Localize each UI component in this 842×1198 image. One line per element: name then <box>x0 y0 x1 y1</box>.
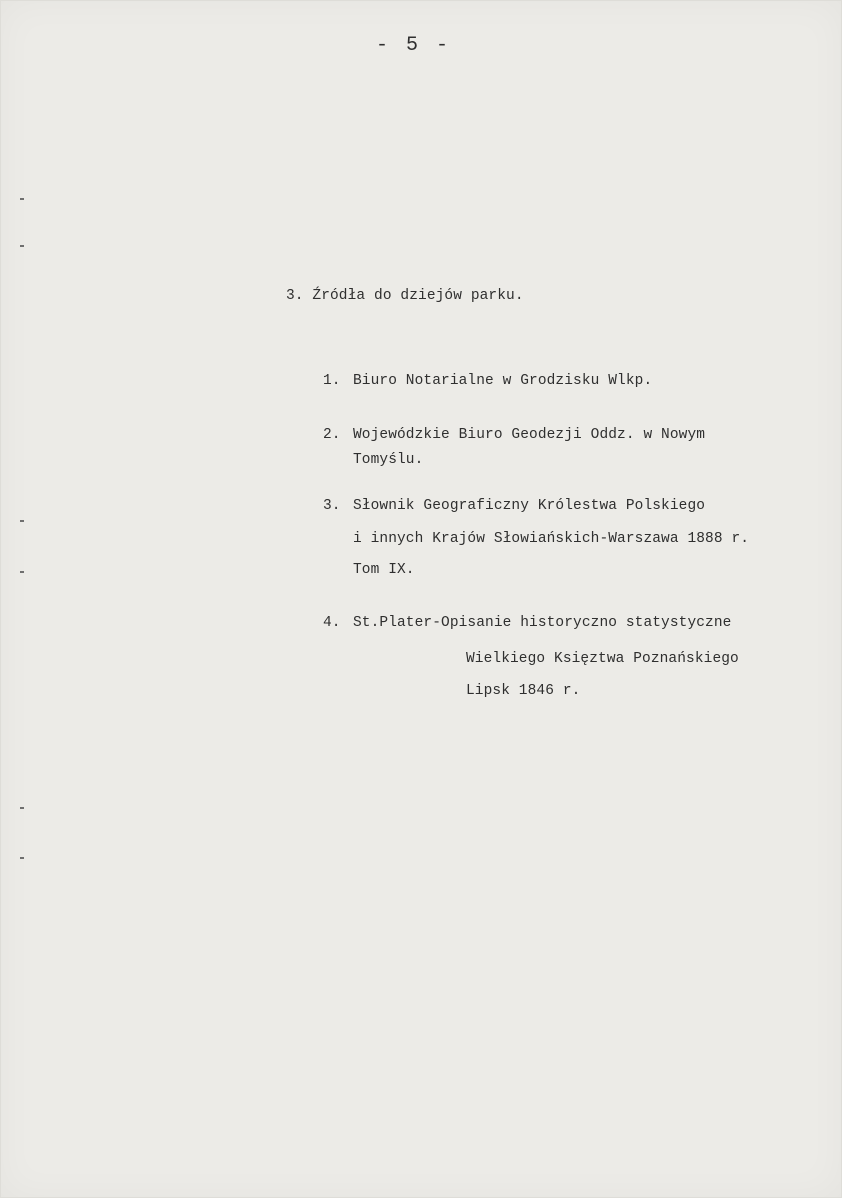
list-item-line: Biuro Notarialne w Grodzisku Wlkp. <box>353 373 653 389</box>
margin-mark <box>20 520 24 522</box>
list-item-number: 2. <box>323 427 341 443</box>
list-item-line: Tom IX. <box>353 562 415 578</box>
margin-mark <box>20 857 24 859</box>
section-heading: 3. Źródła do dziejów parku. <box>286 288 524 304</box>
list-item-number: 1. <box>323 373 341 389</box>
list-item-line: St.Plater-Opisanie historyczno statystyczne <box>353 615 732 631</box>
list-item-line: i innych Krajów Słowiańskich-Warszawa 1888 r. <box>353 531 750 547</box>
page-number: - 5 - <box>376 34 452 57</box>
list-item-number: 3. <box>323 498 341 514</box>
list-item-line: Lipsk 1846 r. <box>466 683 581 699</box>
list-item-line: Wojewódzkie Biuro Geodezji Oddz. w Nowym <box>353 427 706 443</box>
list-item-line: Tomyślu. <box>353 452 424 468</box>
margin-mark <box>20 245 24 247</box>
margin-mark <box>20 571 24 573</box>
list-item-number: 4. <box>323 615 341 631</box>
list-item-line: Słownik Geograficzny Królestwa Polskiego <box>353 498 706 514</box>
margin-mark <box>20 807 24 809</box>
list-item-line: Wielkiego Księztwa Poznańskiego <box>466 651 739 667</box>
margin-mark <box>20 198 24 200</box>
